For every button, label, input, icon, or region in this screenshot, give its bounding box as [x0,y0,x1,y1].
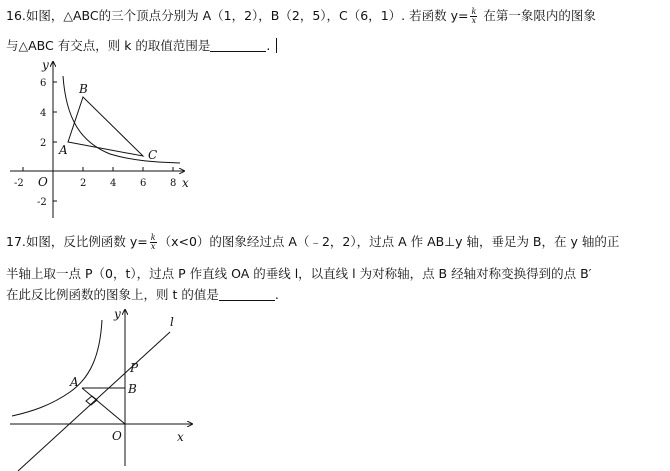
q17-frac-num: k [150,233,156,242]
graph2-hyperbola [12,320,102,416]
graph1-point-c: C [148,148,158,162]
q16-text-part2: 在第一象限内的图象 [483,8,596,23]
q16-answer-blank[interactable] [210,39,266,52]
q17-text-line3a: 在此反比例函数的图象上，则 t 的值是 [6,287,219,302]
graph-2 [0,306,200,471]
text-cursor [276,38,277,53]
q16-frac-den: x [471,16,477,25]
graph2-origin-label: O [112,429,122,443]
graph2-line-l [18,332,170,471]
graph2-y-axis-label: y [114,307,121,321]
graph1-tick-y-2: 2 [40,138,47,149]
q17-fraction [150,234,157,251]
graph1-y-axis-label: y [42,58,49,72]
graph1-tick-x-6: 6 [140,178,147,189]
q17-line-1 [6,234,619,251]
q16-text-part1: 16.如图，△ABC的三个顶点分别为 A（1，2），B（2，5），C（6，1）. 若函数 y= [6,8,469,23]
q17-text-part2: （x<0）的图象经过点 A（﹣2，2），过点 A 作 AB⊥y 轴，垂足为 B，在 y 轴的正 [158,234,620,249]
graph1-point-b: B [79,82,88,96]
q16-line-2 [6,38,277,54]
graph2-point-b: B [128,382,137,396]
graph2-line-l-label: l [170,315,174,329]
q17-frac-den: x [150,242,156,251]
q16-text-line2a: 与△ABC 有交点，则 k 的取值范围是 [6,38,211,53]
q16-fraction [470,8,477,25]
q16-line-1 [6,8,596,25]
q17-answer-blank[interactable] [219,288,275,301]
graph1-tick-x-8: 8 [170,178,177,189]
q17-line-3 [6,287,279,303]
graph1-tick-x-4: 4 [110,178,117,189]
q17-line-2 [6,266,592,282]
graph2-point-p: P [130,361,139,375]
graph1-tick-x-neg2: -2 [14,178,24,189]
graph-1 [0,58,200,218]
q16-text-line2b: . [266,38,271,53]
graph2-point-a: A [70,375,79,389]
graph1-tick-x-2: 2 [80,178,87,189]
q16-frac-num: k [471,7,477,16]
graph1-tick-y-6: 6 [40,78,47,89]
graph1-origin-label: O [38,175,48,189]
q17-text-part1: 17.如图，反比例函数 y= [6,234,148,249]
graph1-point-a: A [59,143,68,157]
graph2-x-axis-label: x [177,430,184,444]
q17-text-line3b: . [274,287,279,302]
q17-text-line2: 半轴上取一点 P（0，t），过点 P 作直线 OA 的垂线 l，以直线 l 为对称轴，点 B 经轴对称变换得到的点 B′ [6,266,592,281]
graph1-tick-y-neg2: -2 [37,197,47,208]
graph1-x-axis-label: x [182,176,189,190]
graph1-triangle-abc [68,97,143,156]
graph1-tick-y-4: 4 [40,108,47,119]
